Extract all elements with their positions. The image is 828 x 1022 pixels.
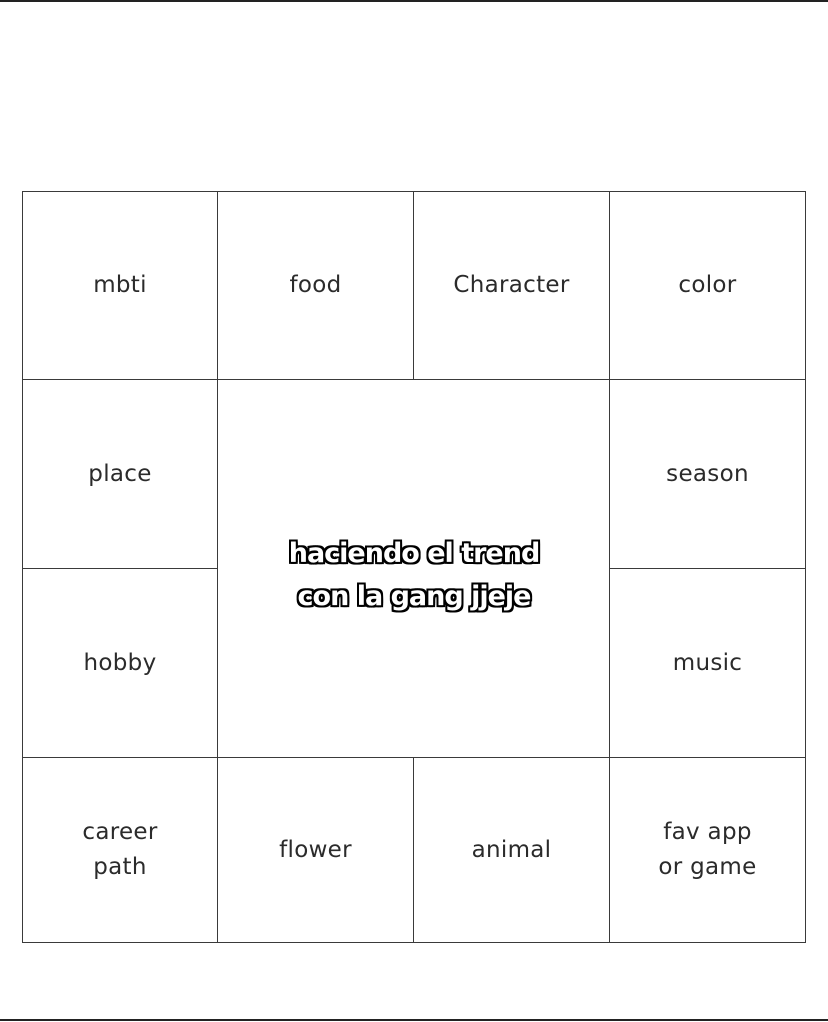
cell-label: food: [289, 272, 342, 298]
bottom-border-line: [0, 1019, 828, 1021]
cell-food: [217, 191, 414, 380]
cell-hobby: [22, 568, 218, 758]
cell-place: [22, 379, 218, 569]
cell-flower: [217, 757, 414, 943]
cell-character: [413, 191, 610, 380]
cell-animal: [413, 757, 610, 943]
cell-season: [609, 379, 806, 569]
cell-label: music: [672, 649, 743, 676]
cell-label: career path: [82, 819, 158, 880]
cell-label: flower: [279, 836, 352, 863]
overlay-line-1: haciendo el trend: [288, 538, 540, 569]
cell-color: [609, 191, 806, 380]
overlay-caption: [196, 532, 632, 618]
cell-label: Character: [453, 272, 570, 298]
cell-label: fav app or game: [658, 819, 757, 880]
top-border-line: [0, 0, 828, 2]
cell-career-path: [22, 757, 218, 943]
cell-label: animal: [471, 836, 552, 863]
cell-mbti: [22, 191, 218, 380]
cell-label: season: [666, 460, 749, 487]
overlay-line-2: con la gang jjeje: [297, 581, 531, 612]
cell-label: mbti: [93, 272, 147, 298]
cell-label: place: [88, 460, 152, 487]
cell-label: color: [678, 272, 737, 298]
cell-label: hobby: [83, 649, 157, 676]
cell-fav-app: [609, 757, 806, 943]
cell-music: [609, 568, 806, 758]
